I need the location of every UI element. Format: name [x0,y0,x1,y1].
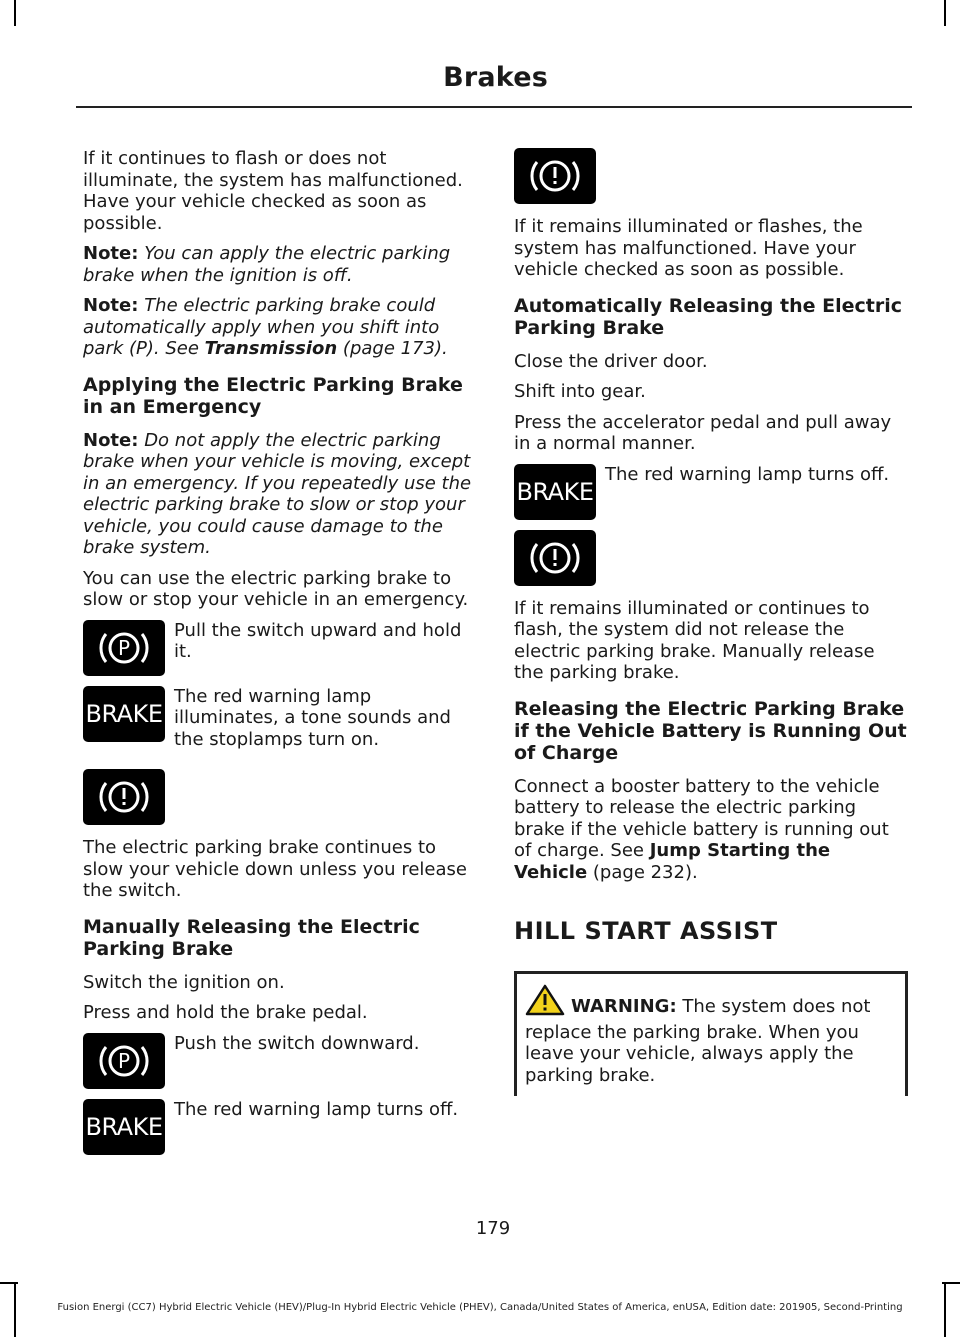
hold-pedal-text: Press and hold the brake pedal. [83,1002,368,1023]
red-lamp-row [83,686,477,760]
note-auto-apply [83,295,477,360]
left-column [83,148,477,1165]
jump-start-link[interactable]: Jump Starting the Vehicle [514,840,831,883]
push-switch-row [83,1033,477,1089]
note-label: Note: [83,243,139,264]
page-title: Brakes [443,62,548,93]
crop-mark [0,1282,18,1284]
booster-paragraph [514,776,908,884]
warning-triangle-icon [525,984,565,1022]
note-text: Do not apply the electric parking brake when your vehicle is moving, except in an emergency. If you repeatedly use the electric parking brake to slow or stop your vehicle, you could cause damage to the brake system. [83,429,472,558]
lamp-off-text: The red warning lamp turns off. [174,1098,459,1120]
brake-system-warning-icon [514,530,596,586]
brake-warning-icon [514,464,596,520]
brake-icon-label: BRAKE [516,477,594,506]
auto-lamp-off-text: The red warning lamp turns off. [605,463,890,485]
note-ignition-off [83,243,477,286]
note-label: Note: [83,429,139,451]
brake-system-warning-icon [83,769,165,825]
emergency-use-paragraph: You can use the electric parking brake to slow or stop your vehicle in an emergency. [83,567,469,610]
close-door-text: Close the driver door. [514,350,708,372]
lamp-off-row [83,1099,477,1155]
heading-battery-release: Releasing the Electric Parking Brake if the Vehicle Battery is Running Out of Charge [514,697,907,764]
note-text: The electric parking brake could automatically apply when you shift into park (P). See [83,295,440,359]
note-page-ref: (page 173). [337,338,448,359]
right-column [514,148,908,1096]
shift-gear-text: Shift into gear. [514,381,646,402]
parking-brake-icon [83,620,165,676]
crop-mark [944,0,946,26]
footer: Fusion Energi (CC7) Hybrid Electric Vehicle (HEV)/Plug-In Hybrid Electric Vehicle (PHEV), Canada/United States of America, enUSA, Edition date: 201905, Second-Printing [57,1302,903,1313]
booster-text: Connect a booster battery to the vehicle battery to release the electric parking brake if the vehicle battery is running out of charge. See [514,775,889,861]
heading-hill-start-assist: HILL START ASSIST [514,917,778,945]
heading-manual-release: Manually Releasing the Electric Parking Brake [83,915,420,960]
crop-mark [14,0,16,26]
warning-box [514,971,908,1096]
page-number: 179 [475,1218,511,1239]
warning-paragraph [525,984,897,1086]
note-text: You can apply the electric parking brake when the ignition is off. [83,243,451,286]
brake-icon-label: BRAKE [85,1112,163,1141]
note-emergency [83,430,477,559]
svg-text:P: P [117,1048,131,1073]
red-lamp-text: The red warning lamp illuminates, a tone sounds and the stoplamps turn on. [174,685,451,750]
svg-text:P: P [117,635,131,660]
brake-icon-label: BRAKE [85,699,163,728]
parking-brake-icon [83,1033,165,1089]
remains2-text: If it remains illuminated or continues to flash, the system did not release the electric parking brake. Manually release the parking brake. [514,597,875,683]
transmission-link[interactable]: Transmission [204,338,338,359]
continues-text: The electric parking brake continues to slow your vehicle down unless you release the switch. [83,837,467,901]
auto-lamp-off-row [514,464,908,520]
brake-warning-icon [83,686,165,742]
brake-system-warning-icon [514,148,596,204]
push-switch-text: Push the switch downward. [174,1032,420,1054]
malfunction-paragraph: If it continues to flash or does not illuminate, the system has malfunctioned. Have your vehicle checked as soon as possible. [83,148,463,234]
heading-auto-release: Automatically Releasing the Electric Parking Brake [514,294,902,339]
pull-switch-row [83,620,477,676]
warning-text: The system does not replace the parking brake. When you leave your vehicle, always apply the parking brake. [525,996,871,1086]
remains-text: If it remains illuminated or flashes, the system has malfunctioned. Have your vehicle checked as soon as possible. [514,216,863,280]
crop-mark [942,1282,960,1284]
press-accel-text: Press the accelerator pedal and pull away in a normal manner. [514,411,892,454]
ignition-on-text: Switch the ignition on. [83,971,285,993]
brake-warning-icon [83,1099,165,1155]
booster-page-ref: (page 232). [587,861,698,883]
pull-switch-text: Pull the switch upward and hold it. [174,619,462,662]
note-label: Note: [83,295,139,316]
warning-label: WARNING: [571,996,677,1017]
title-rule [76,106,912,108]
heading-emergency: Applying the Electric Parking Brake in an Emergency [83,373,463,418]
